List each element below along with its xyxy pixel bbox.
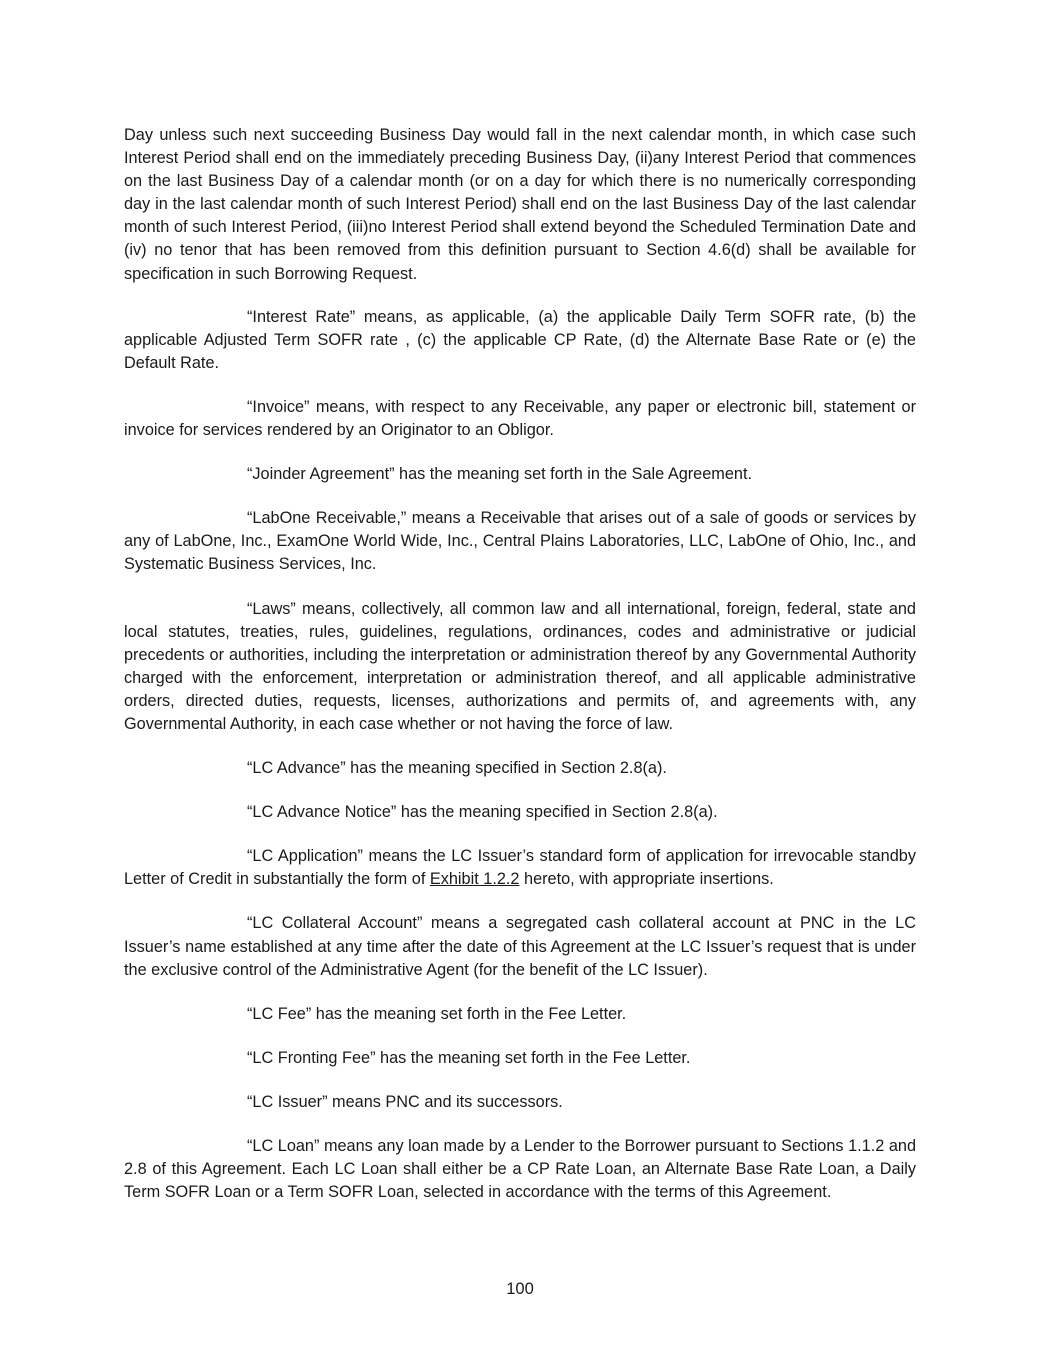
definition-invoice: “Invoice” means, with respect to any Receivable, any paper or electronic bill, statement or invoice for services rendered by an Originator to an Obligor. bbox=[124, 397, 916, 440]
page-number: 100 bbox=[506, 1280, 534, 1298]
definition-lc-loan: “LC Loan” means any loan made by a Lender to the Borrower pursuant to Sections 1.1.2 and 2.8 of this Agreement. Each LC Loan shall either be a CP Rate Loan, an Alternate Base Rate Loan, a Daily Term SOFR Loan or a Term SOFR Loan, selected in accordance with the terms of this Agreement. bbox=[124, 1137, 916, 1202]
lc-application-text-after: hereto, with appropriate insertions. bbox=[519, 870, 774, 889]
definition-lc-issuer: “LC Issuer” means PNC and its successors. bbox=[247, 1092, 563, 1111]
exhibit-link[interactable]: Exhibit 1.2.2 bbox=[429, 870, 520, 889]
paragraph-interest-period-continued: Day unless such next succeeding Business Day would fall in the next calendar month, in which case such Interest Period shall end on the immediately preceding Business Day, (ii)any Interest Period that commences on the last Business Day of a calendar month (or on a day for which there is no numerically corresponding day in the last calendar month of such Interest Period) shall end on the last Business Day of the last calendar month of such Interest Period, (iii)no Interest Period shall extend beyond the Scheduled Termination Date and (iv) no tenor that has been removed from this definition pursuant to Section 4.6(d) shall be available for specification in such Borrowing Request. bbox=[124, 126, 916, 283]
definition-lc-advance-notice: “LC Advance Notice” has the meaning specified in Section 2.8(a). bbox=[247, 803, 718, 822]
definition-laws: “Laws” means, collectively, all common law and all international, foreign, federal, state and local statutes, treaties, rules, guidelines, regulations, ordinances, codes and administrative or judicial precedents or authorities, including the interpretation or administration thereof by any Governmental Authority charged with the enforcement, interpretation or administration thereof, and all applicable administrative orders, directed duties, requests, licenses, authorizations and permits of, and agreements with, any Governmental Authority, in each case whether or not having the force of law. bbox=[124, 599, 916, 733]
definition-lc-collateral-account: “LC Collateral Account” means a segregated cash collateral account at PNC in the LC Issuer’s name established at any time after the date of this Agreement at the LC Issuer’s request that is under the exclusive control of the Administrative Agent (for the benefit of the LC Issuer). bbox=[124, 914, 916, 979]
definition-lc-fee: “LC Fee” has the meaning set forth in the Fee Letter. bbox=[247, 1004, 627, 1023]
definition-labone-receivable: “LabOne Receivable,” means a Receivable that arises out of a sale of goods or services by any of LabOne, Inc., ExamOne World Wide, Inc., Central Plains Laboratories, LLC, LabOne of Ohio, Inc., and Systematic Business Services, Inc. bbox=[124, 509, 916, 574]
definition-lc-fronting-fee: “LC Fronting Fee” has the meaning set forth in the Fee Letter. bbox=[247, 1048, 691, 1067]
definition-interest-rate: “Interest Rate” means, as applicable, (a) the applicable Daily Term SOFR rate, (b) the applicable Adjusted Term SOFR rate , (c) the applicable CP Rate, (d) the Alternate Base Rate or (e) the Default Rate. bbox=[124, 307, 916, 372]
lc-application-text-before: “LC Application” means the LC Issuer’s standard form of application for irrevocable standby Letter of Credit in substantially the form of bbox=[124, 847, 916, 889]
definition-lc-application bbox=[124, 845, 916, 891]
definition-joinder-agreement: “Joinder Agreement” has the meaning set forth in the Sale Agreement. bbox=[247, 465, 753, 484]
definition-lc-advance: “LC Advance” has the meaning specified in Section 2.8(a). bbox=[247, 759, 667, 778]
document-body bbox=[124, 124, 916, 1225]
